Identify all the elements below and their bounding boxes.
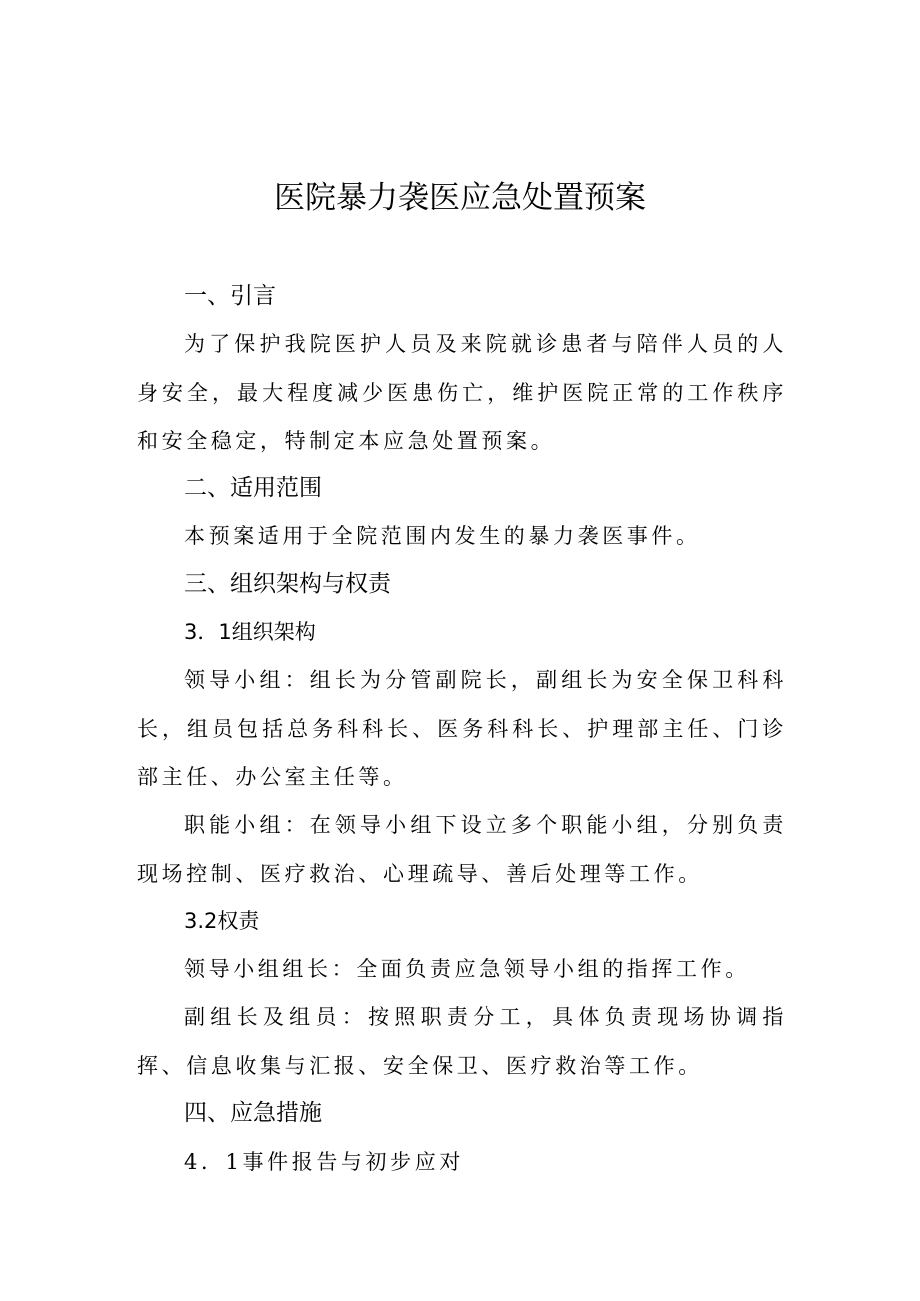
section-heading-organization: 三、组织架构与权责 — [184, 571, 391, 597]
section-heading-emergency-measures: 四、应急措施 — [184, 1100, 322, 1126]
scope-paragraph: 本预案适用于全院范围内发生的暴力袭医事件。 — [184, 524, 701, 548]
section-heading-scope: 二、适用范围 — [184, 475, 322, 501]
subsection-heading-report: 4．1事件报告与初步应对 — [184, 1150, 464, 1174]
section-heading-introduction: 一、引言 — [184, 283, 276, 309]
subsection-heading-duties: 3.2权责 — [184, 909, 260, 933]
deputy-duty-paragraph: 副组长及组员：按照职责分工，具体负责现场协调指挥、信息收集与汇报、安全保卫、医疗救治等工作。 — [137, 1005, 787, 1078]
document-title: 医院暴力袭医应急处置预案 — [274, 180, 646, 216]
functional-group-paragraph: 职能小组：在领导小组下设立多个职能小组，分别负责现场控制、医疗救治、心理疏导、善后处理等工作。 — [137, 813, 787, 886]
leadership-group-paragraph: 领导小组：组长为分管副院长，副组长为安全保卫科科长，组员包括总务科科长、医务科科长、护理部主任、门诊部主任、办公室主任等。 — [137, 668, 787, 789]
subsection-heading-structure: 3．1组织架构 — [184, 620, 316, 644]
leader-duty-paragraph: 领导小组组长：全面负责应急领导小组的指挥工作。 — [184, 957, 750, 981]
introduction-paragraph: 为了保护我院医护人员及来院就诊患者与陪伴人员的人身安全，最大程度减少医患伤亡，维护医院正常的工作秩序和安全稳定，特制定本应急处置预案。 — [137, 332, 787, 453]
